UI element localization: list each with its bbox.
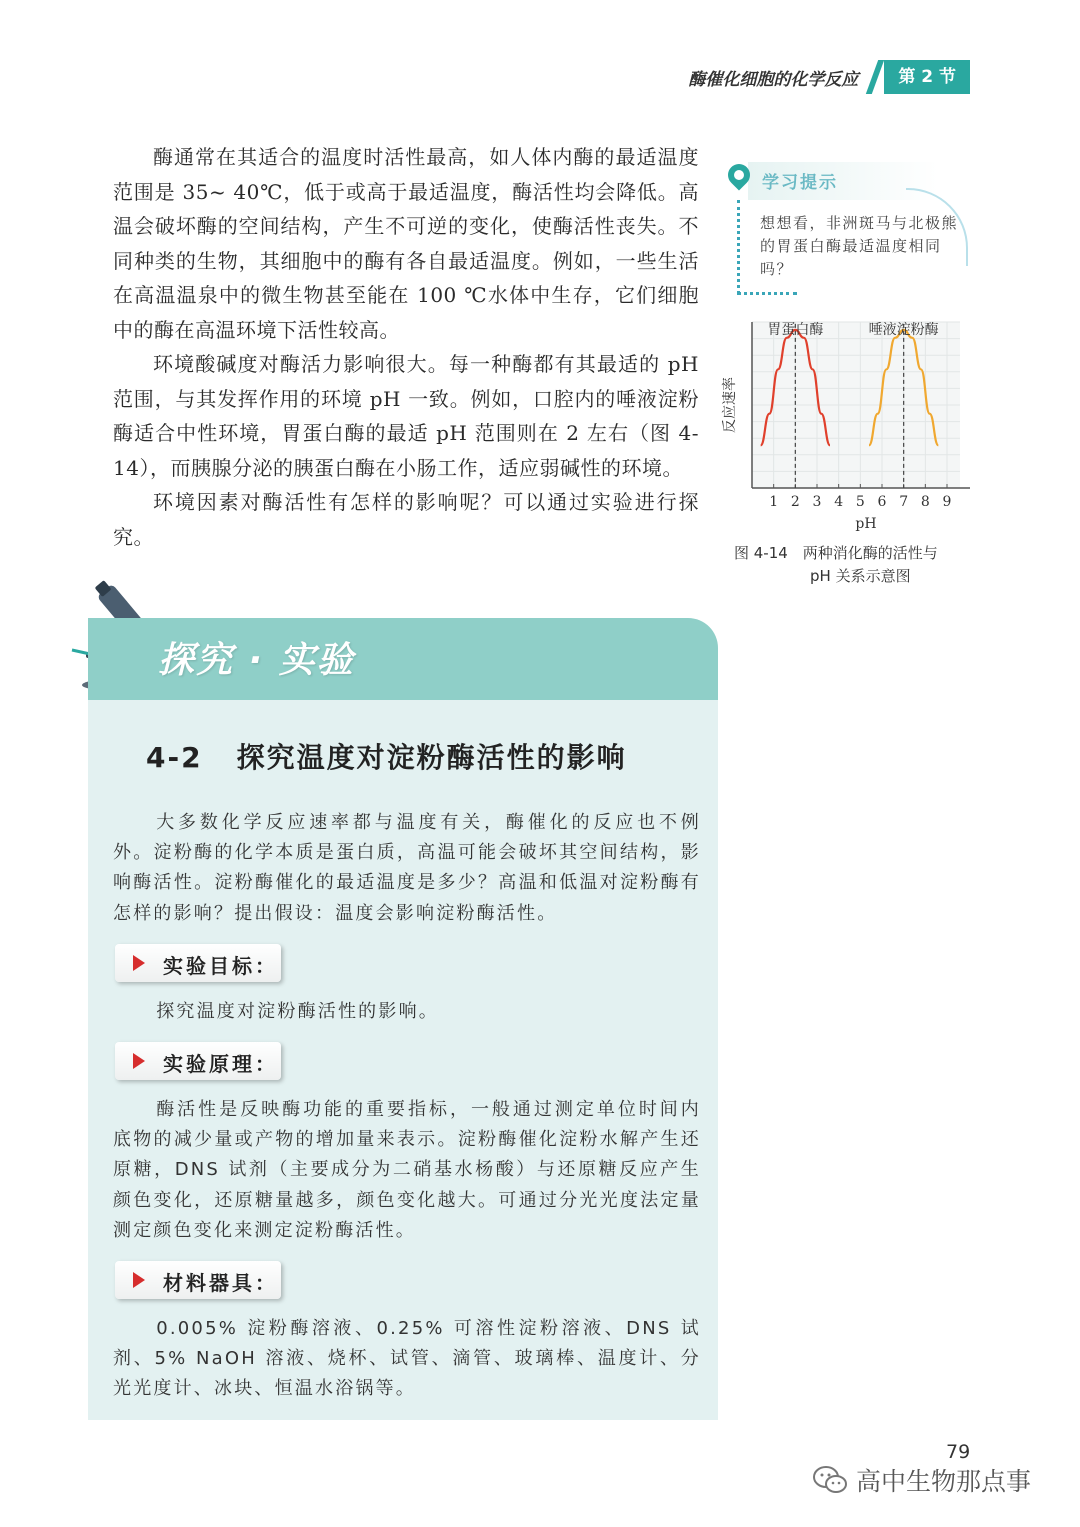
experiment-intro: [113, 808, 701, 929]
materials-label-text: 材料器具：: [163, 1271, 278, 1295]
principle-label: [115, 1042, 281, 1080]
y-axis-label: 反应速率: [722, 377, 738, 433]
materials-label: [115, 1261, 281, 1299]
goal-label-text: 实验目标：: [163, 954, 278, 978]
running-header: [688, 60, 970, 94]
caption-line-2: pH 关系示意图: [810, 567, 911, 585]
paragraph-question: 环境因素对酶活性有怎样的影响呢？可以通过实验进行探究。: [113, 490, 699, 549]
enzyme-ph-chart: [712, 312, 1012, 534]
experiment-banner-title: 探究 · 实验: [158, 640, 355, 681]
tip-dotted-line: [737, 200, 740, 294]
watermark: [812, 1462, 1031, 1498]
goal-text: 探究温度对淀粉酶活性的影响。: [156, 1001, 439, 1022]
x-tick-label: 6: [877, 494, 887, 510]
x-tick-label: 3: [812, 494, 822, 510]
watermark-text: 高中生物那点事: [856, 1467, 1032, 1496]
x-tick-label: 7: [899, 494, 909, 510]
experiment-number: 4-2: [146, 741, 203, 774]
experiment-title: 探究温度对淀粉酶活性的影响: [236, 741, 627, 774]
triangle-icon: [133, 1272, 145, 1288]
x-tick-label: 9: [942, 494, 952, 510]
principle-text: 酶活性是反映酶功能的重要指标，一般通过测定单位时间内底物的减少量或产物的增加量来表示。淀粉酶催化淀粉水解产生还原糖，DNS 试剂（主要成分为二硝基水杨酸）与还原糖反应产生颜色变化，还原糖量越多，颜色变化越大。可通过分光光度法定量测定颜色变化来测定淀粉酶活性。: [113, 1099, 701, 1241]
x-tick-label: 8: [920, 494, 930, 510]
materials-text: 0.005% 淀粉酶溶液、0.25% 可溶性淀粉溶液、DNS 试剂、5% NaOH 溶液、烧杯、试管、滴管、玻璃棒、温度计、分光光度计、冰块、恒温水浴锅等。: [113, 1318, 701, 1400]
x-tick-label: 2: [790, 494, 800, 510]
series-label-0: 胃蛋白酶: [767, 322, 824, 338]
figure-caption: [734, 542, 994, 588]
principle-section: [113, 1095, 701, 1246]
goal-label: [115, 944, 281, 982]
header-divider: [866, 60, 884, 94]
wechat-icon: [812, 1465, 848, 1495]
body-text: [113, 140, 699, 554]
x-tick-label: 1: [769, 494, 779, 510]
principle-label-text: 实验原理：: [163, 1052, 278, 1076]
caption-line-1: 图 4-14 两种消化酶的活性与: [734, 544, 938, 562]
page-number: 79: [946, 1441, 971, 1463]
triangle-icon: [133, 1053, 145, 1069]
section-title: 酶催化细胞的化学反应: [688, 69, 859, 90]
paragraph-temperature: 酶通常在其适合的温度时活性最高，如人体内酶的最适温度范围是 35~ 40℃，低于或高于最适温度，酶活性均会降低。高温会破坏酶的空间结构，产生不可逆的变化，使酶活性丧失。不同种类的生物，其细胞中的酶有各自最适温度。例如，一些生活在高温温泉中的微生物甚至能在 100 ℃水体中生存，它们细胞中的酶在高温环境下活性较高。: [113, 145, 699, 342]
x-tick-label: 4: [834, 494, 844, 510]
triangle-icon: [133, 955, 145, 971]
paragraph-ph: 环境酸碱度对酶活力影响很大。每一种酶都有其最适的 pH 范围，与其发挥作用的环境 pH 一致。例如，口腔内的唾液淀粉酶适合中性环境，胃蛋白酶的最适 pH 范围则在 2 左右（图 4-14），而胰腺分泌的胰蛋白酶在小肠工作，适应弱碱性的环境。: [113, 352, 699, 480]
materials-section: [113, 1314, 701, 1405]
experiment-intro-text: 大多数化学反应速率都与温度有关，酶催化的反应也不例外。淀粉酶的化学本质是蛋白质，高温可能会破坏其空间结构，影响酶活性。淀粉酶催化的最适温度是多少？高温和低温对淀粉酶有怎样的影响？提出假设：温度会影响淀粉酶活性。: [113, 812, 701, 924]
x-tick-label: 5: [855, 494, 865, 510]
experiment-heading: [146, 736, 627, 776]
section-number-badge: 第 2 节: [884, 60, 970, 94]
tip-title: 学习提示: [762, 173, 838, 193]
tip-text: 想想看，非洲斑马与北极熊的胃蛋白酶最适温度相同吗？: [760, 214, 959, 278]
x-axis-label: pH: [855, 516, 877, 532]
goal-section: [113, 997, 701, 1027]
study-tip: [728, 160, 968, 300]
series-label-1: 唾液淀粉酶: [868, 322, 939, 338]
tip-dotted-line-bottom: [737, 292, 797, 295]
